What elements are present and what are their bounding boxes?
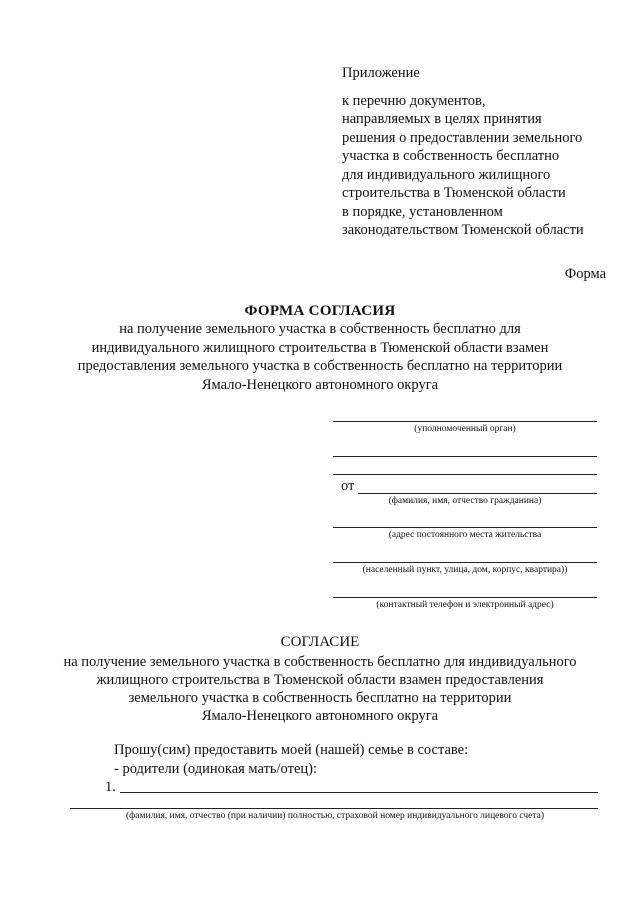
address-caption: (адрес постоянного места жительства (388, 530, 542, 540)
form-subtitle (0, 320, 640, 394)
form-subtitle-line: на получение земельного участка в собственность бесплатно для (119, 321, 521, 337)
parent-entry-line-full[interactable] (70, 808, 598, 809)
form-subtitle-line: предоставления земельного участка в собственность бесплатно на территории (77, 358, 563, 374)
appendix-line: направляемых в целях принятия (342, 111, 542, 127)
consent-subtitle-line: земельного участка в собственность бесплатно на территории (128, 690, 512, 706)
form-subtitle-line: индивидуального жилищного строительства в Тюменской области взамен (91, 339, 549, 356)
item-number: 1. (105, 779, 116, 795)
citizen-name-line[interactable] (358, 493, 597, 494)
consent-subtitle (0, 653, 640, 725)
consent-title: СОГЛАСИЕ (280, 634, 360, 650)
form-subtitle-line: Ямало-Ненецкого автономного округа (201, 376, 439, 393)
parent-entry-line[interactable] (120, 792, 598, 793)
appendix-line: законодательством Тюменской области (342, 222, 584, 238)
citizen-name-caption: (фамилия, имя, отчество гражданина) (388, 496, 542, 506)
appendix-line: для индивидуального жилищного (342, 166, 551, 183)
appendix-line: участка в собственность бесплатно (342, 148, 560, 164)
consent-subtitle-line: на получение земельного участка в собственность бесплатно для индивидуального (63, 654, 577, 670)
locality-caption: (населенный пункт, улица, дом, корпус, квартира)) (362, 565, 568, 575)
consent-subtitle-line: жилищного строительства в Тюменской области взамен предоставления (96, 672, 544, 688)
contact-caption: (контактный телефон и электронный адрес) (376, 600, 554, 610)
authority-line[interactable] (333, 421, 597, 422)
authority-caption: (уполномоченный орган) (414, 424, 516, 434)
request-block (114, 741, 468, 779)
appendix-line: в порядке, установленном (342, 203, 503, 220)
form-title: ФОРМА СОГЛАСИЯ (244, 303, 396, 319)
consent-subtitle-line: Ямало-Ненецкого автономного округа (201, 708, 439, 724)
form-label: Форма (564, 266, 606, 282)
blank-line[interactable] (333, 456, 597, 457)
appendix-line: строительства в Тюменской области (342, 185, 566, 201)
appendix-title: Приложение (342, 65, 420, 81)
appendix-line: к перечню документов, (342, 92, 486, 109)
request-text: Прошу(сим) предоставить моей (нашей) семье в составе: (114, 742, 469, 758)
locality-line[interactable] (333, 562, 597, 563)
blank-line[interactable] (333, 474, 597, 475)
appendix-block (342, 64, 632, 240)
from-label: от (341, 478, 355, 494)
contact-line[interactable] (333, 597, 597, 598)
address-line[interactable] (333, 527, 597, 528)
appendix-line: решения о предоставлении земельного (342, 129, 583, 146)
parent-entry-caption: (фамилия, имя, отчество (при наличии) полностью, страховой номер индивидуального лицевого счета) (125, 811, 544, 821)
parents-text: - родители (одинокая мать/отец): (114, 761, 317, 777)
